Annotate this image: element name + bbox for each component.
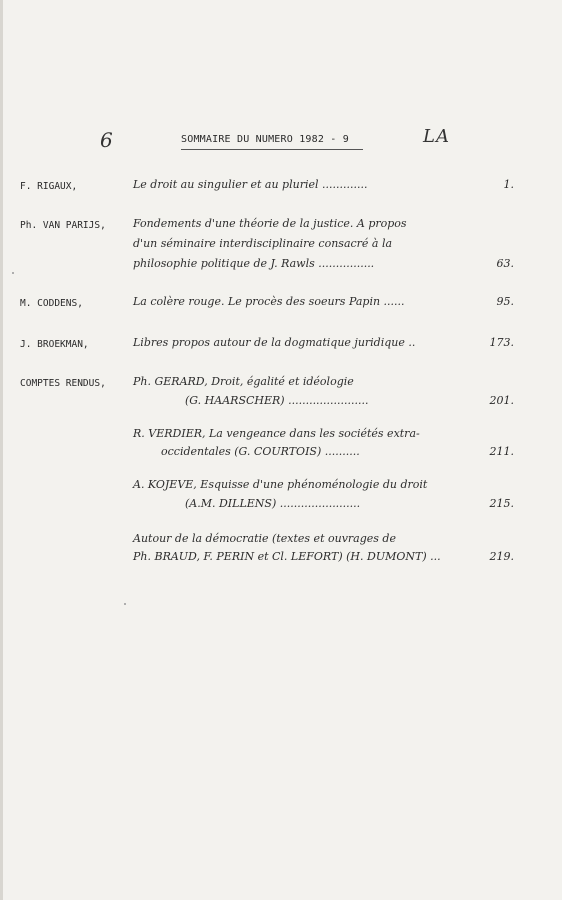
entry-author: Ph. VAN PARIJS, [20,220,106,231]
page-edge [0,0,3,900]
entry-title-line: d'un séminaire interdisciplinaire consacré à la [133,237,393,250]
review-line: Ph. BRAUD, F. PERIN et Cl. LEFORT) (H. DUMONT) ... [133,550,441,563]
entry-author: J. BROEKMAN, [20,339,89,350]
entry-title-line: Fondements d'une théorie de la justice. A propos [133,217,407,230]
section-label-comptes-rendus: COMPTES RENDUS, [20,378,106,389]
review-page: 219. [489,550,514,563]
entry-page: 95. [496,295,514,308]
review-line: Ph. GERARD, Droit, égalité et idéologie [133,375,354,388]
entry-title-line: philosophie politique de J. Rawls ................ [133,257,375,270]
review-line: R. VERDIER, La vengeance dans les sociétés extra- [133,427,420,440]
review-page: 215. [489,497,514,510]
review-line: A. KOJEVE, Esquisse d'une phénoménologie du droit [133,478,428,491]
entry-page: 1. [503,178,514,191]
entry-author: F. RIGAUX, [20,181,78,192]
review-line: (G. HAARSCHER) ....................... [185,394,369,407]
review-line: occidentales (G. COURTOIS) .......... [161,445,360,458]
entry-page: 63. [496,257,514,270]
review-line: Autour de la démocratie (textes et ouvrages de [133,532,396,545]
paper-speck [124,603,126,605]
handwritten-mark: LA [423,126,450,147]
entry-author: M. CODDENS, [20,298,83,309]
entry-title-line: La colère rouge. Le procès des soeurs Papin ...... [133,295,405,308]
paper-speck [12,272,14,274]
entry-page: 173. [489,336,514,349]
review-line: (A.M. DILLENS) ....................... [185,497,361,510]
entry-title-line: Le droit au singulier et au pluriel ............. [133,178,368,191]
handwritten-number: 6 [100,128,113,152]
review-page: 211. [489,445,514,458]
entry-title-line: Libres propos autour de la dogmatique juridique .. [133,336,416,349]
review-page: 201. [489,394,514,407]
page-title: SOMMAIRE DU NUMERO 1982 - 9 [181,134,363,150]
